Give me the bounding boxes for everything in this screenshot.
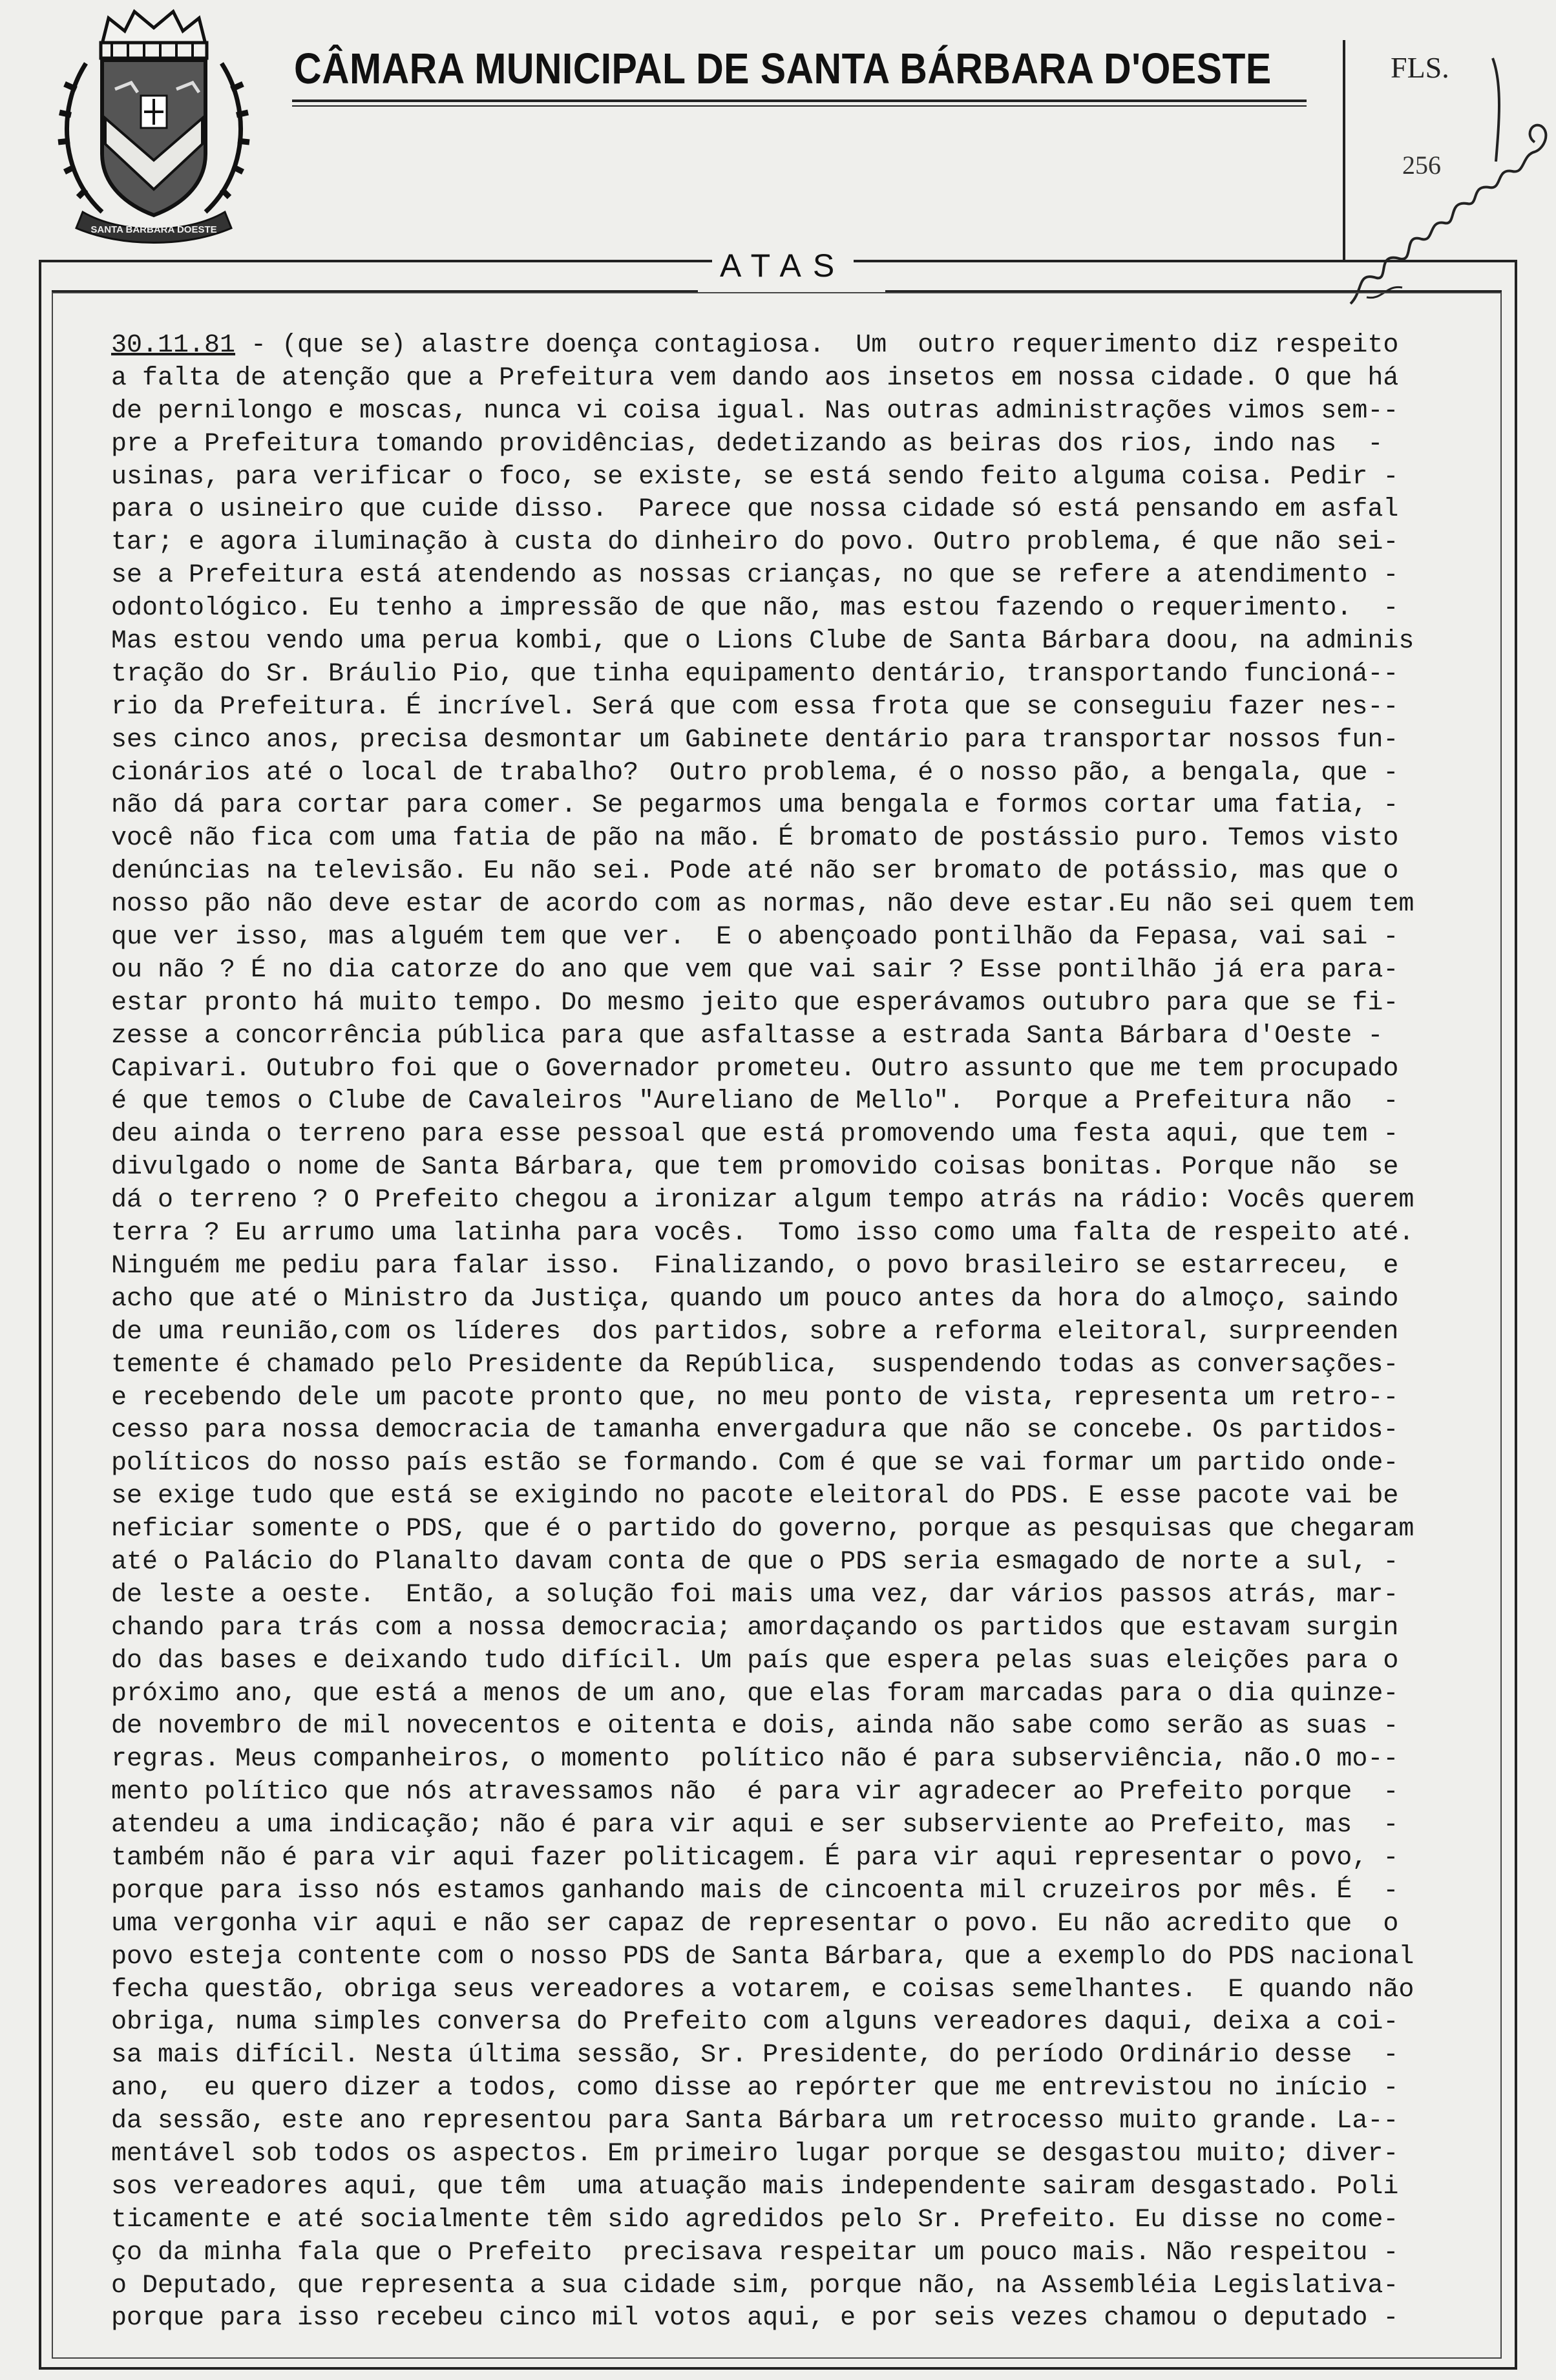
text-line: de leste a oeste. Então, a solução foi mais uma vez, dar vários passos atrás, mar-	[111, 1580, 1399, 1610]
ribbon-text: SANTA BARBARA DOESTE	[90, 224, 217, 235]
text-line: deu ainda o terreno para esse pessoal que está promovendo uma festa aqui, que tem -	[111, 1120, 1399, 1150]
text-line: terra ? Eu arrumo uma latinha para vocês. Tomo isso como uma falta de respeito até.	[111, 1219, 1414, 1248]
text-line: sa mais difícil. Nesta última sessão, Sr. Presidente, do período Ordinário desse -	[111, 2041, 1399, 2070]
text-line: o Deputado, que representa a sua cidade sim, porque não, na Assembléia Legislativa-	[111, 2271, 1399, 2301]
title-underline	[292, 100, 1307, 102]
text-line: é que temos o Clube de Cavaleiros "Aureliano de Mello". Porque a Prefeitura não -	[111, 1087, 1399, 1117]
text-line: nosso pão não deve estar de acordo com as normas, não deve estar.Eu não sei quem tem	[111, 890, 1414, 920]
text-line: tração do Sr. Bráulio Pio, que tinha equipamento dentário, transportando funcioná--	[111, 659, 1399, 689]
text-line: ço da minha fala que o Prefeito precisava respeitar um pouco mais. Não respeitou -	[111, 2238, 1399, 2268]
text-line: que ver isso, mas alguém tem que ver. E o abençoado pontilhão da Fepasa, vai sai -	[111, 923, 1399, 953]
crown-icon	[101, 12, 207, 58]
text-line: cionários até o local de trabalho? Outro problema, é o nosso pão, a bengala, que -	[111, 758, 1399, 788]
text-line: Ninguém me pediu para falar isso. Finalizando, o povo brasileiro se estarreceu, e	[111, 1251, 1399, 1281]
shield-icon	[102, 60, 205, 215]
text-line: do das bases e deixando tudo difícil. Um país que espera pelas suas eleições para o	[111, 1646, 1399, 1676]
text-line: ano, eu quero dizer a todos, como disse ao repórter que me entrevistou no início -	[111, 2074, 1399, 2103]
page-number: 256	[1402, 151, 1441, 180]
section-rule-left	[52, 290, 698, 292]
title-underline-thin	[292, 105, 1307, 107]
text-line: mento político que nós atravessamos não é para vir agradecer ao Prefeito porque -	[111, 1778, 1399, 1807]
text-line: ou não ? É no dia catorze do ano que vem que vai sair ? Esse pontilhão já era para-	[111, 955, 1399, 985]
text-line: você não fica com uma fatia de pão na mão. É bromato de postássio puro. Temos visto	[111, 824, 1399, 854]
text-line: divulgado o nome de Santa Bárbara, que tem promovido coisas bonitas. Porque não se	[111, 1153, 1399, 1183]
text-line: fecha questão, obriga seus vereadores a votarem, e coisas semelhantes. E quando não	[111, 1975, 1414, 2005]
text-line: não dá para cortar para comer. Se pegarmos uma bengala e formos cortar uma fatia, -	[111, 791, 1399, 821]
text-line: estar pronto há muito tempo. Do mesmo jeito que esperávamos outubro para que se fi-	[111, 988, 1399, 1018]
text-line: cesso para nossa democracia de tamanha envergadura que não se concebe. Os partidos-	[111, 1416, 1399, 1446]
text-line: também não é para vir aqui fazer politicagem. É para vir aqui representar o povo, -	[111, 1843, 1399, 1873]
text-line: Mas estou vendo uma perua kombi, que o Lions Clube de Santa Bárbara doou, na adminis	[111, 627, 1414, 657]
text-line: uma vergonha vir aqui e não ser capaz de representar o povo. Eu não acredito que o	[111, 1909, 1399, 1939]
text-line: mentável sob todos os aspectos. Em primeiro lugar porque se desgastou muito; diver-	[111, 2139, 1399, 2169]
text-line: porque para isso nós estamos ganhando mais de cincoenta mil cruzeiros por mês. É -	[111, 1876, 1399, 1906]
text-line: atendeu a uma indicação; não é para vir aqui e ser subserviente ao Prefeito, mas -	[111, 1811, 1399, 1840]
text-line: povo esteja contente com o nosso PDS de Santa Bárbara, que a exemplo do PDS nacional	[111, 1942, 1414, 1972]
text-lines	[111, 363, 1468, 2335]
text-line: se a Prefeitura está atendendo as nossas crianças, no que se refere a atendimento -	[111, 561, 1399, 591]
text-line: ses cinco anos, precisa desmontar um Gabinete dentário para transportar nossos fun-	[111, 725, 1399, 755]
text-line	[111, 330, 1468, 363]
text-line: e recebendo dele um pacote pronto que, no meu ponto de vista, representa um retro--	[111, 1383, 1399, 1413]
text-line: para o usineiro que cuide disso. Parece que nossa cidade só está pensando em asfal	[111, 495, 1399, 525]
text-line: porque para isso recebeu cinco mil votos aqui, e por seis vezes chamou o deputado -	[111, 2304, 1399, 2333]
text-line: próximo ano, que está a menos de um ano, que elas foram marcadas para o dia quinze-	[111, 1679, 1399, 1709]
text-line: se exige tudo que está se exigindo no pacote eleitoral do PDS. E esse pacote vai be	[111, 1482, 1399, 1511]
text-line: de uma reunião,com os líderes dos partidos, sobre a reforma eleitoral, surpreenden	[111, 1317, 1399, 1347]
text-line: pre a Prefeitura tomando providências, dedetizando as beiras dos rios, indo nas -	[111, 429, 1383, 459]
text-line: dá o terreno ? O Prefeito chegou a ironizar algum tempo atrás na rádio: Vocês querem	[111, 1186, 1414, 1216]
text-line: sos vereadores aqui, que têm uma atuação mais independente sairam desgastado. Poli	[111, 2172, 1399, 2202]
text-line: zesse a concorrência pública para que asfaltasse a estrada Santa Bárbara d'Oeste -	[111, 1021, 1383, 1051]
text-line-rest: - (que se) alastre doença contagiosa. Um outro requerimento diz respeito	[235, 331, 1399, 360]
page-title: CÂMARA MUNICIPAL DE SANTA BÁRBARA D'OESTE	[294, 45, 1272, 93]
text-line: políticos do nosso país estão se formando. Com é que se vai formar um partido onde-	[111, 1449, 1399, 1479]
text-line: da sessão, este ano representou para Santa Bárbara um retrocesso muito grande. La--	[111, 2107, 1399, 2136]
fls-label: FLS.	[1391, 51, 1449, 84]
text-line: chando para trás com a nossa democracia; amordaçando os partidos que estavam surgin	[111, 1613, 1399, 1643]
text-line: obriga, numa simples conversa do Prefeito com alguns vereadores daqui, deixa a coi-	[111, 2008, 1399, 2038]
text-line: de pernilongo e moscas, nunca vi coisa igual. Nas outras administrações vimos sem--	[111, 396, 1399, 426]
section-title: ATAS	[712, 247, 854, 284]
session-date: 30.11.81	[111, 331, 236, 360]
text-line: usinas, para verificar o foco, se existe, se está sendo feito alguma coisa. Pedir -	[111, 462, 1399, 492]
text-line: a falta de atenção que a Prefeitura vem dando aos insetos em nossa cidade. O que há	[111, 363, 1399, 393]
text-line: ticamente e até socialmente têm sido agredidos pelo Sr. Prefeito. Eu disse no come-	[111, 2205, 1399, 2235]
text-line: Capivari. Outubro foi que o Governador prometeu. Outro assunto que me tem procupado	[111, 1054, 1399, 1084]
text-line: neficiar somente o PDS, que é o partido do governo, porque as pesquisas que chegaram	[111, 1515, 1414, 1544]
text-line: regras. Meus companheiros, o momento político não é para subserviência, não.O mo--	[111, 1745, 1399, 1774]
text-line: denúncias na televisão. Eu não sei. Pode até não ser bromato de potássio, mas que o	[111, 857, 1399, 887]
section-rule-right	[885, 290, 1502, 292]
municipal-seal	[57, 5, 251, 244]
text-line: de novembro de mil novecentos e oitenta e dois, ainda não sabe como serão as suas -	[111, 1712, 1399, 1742]
text-line: tar; e agora iluminação à custa do dinheiro do povo. Outro problema, é que não sei-	[111, 528, 1399, 558]
text-line: acho que até o Ministro da Justiça, quando um pouco antes da hora do almoço, saindo	[111, 1284, 1399, 1314]
text-line: até o Palácio do Planalto davam conta de que o PDS seria esmagado de norte a sul, -	[111, 1547, 1399, 1577]
text-line: temente é chamado pelo Presidente da República, suspendendo todas as conversações-	[111, 1350, 1399, 1380]
minutes-text	[111, 330, 1468, 2335]
text-line: odontológico. Eu tenho a impressão de que não, mas estou fazendo o requerimento. -	[111, 594, 1399, 624]
text-line: rio da Prefeitura. É incrível. Será que com essa frota que se conseguiu fazer nes--	[111, 692, 1399, 722]
